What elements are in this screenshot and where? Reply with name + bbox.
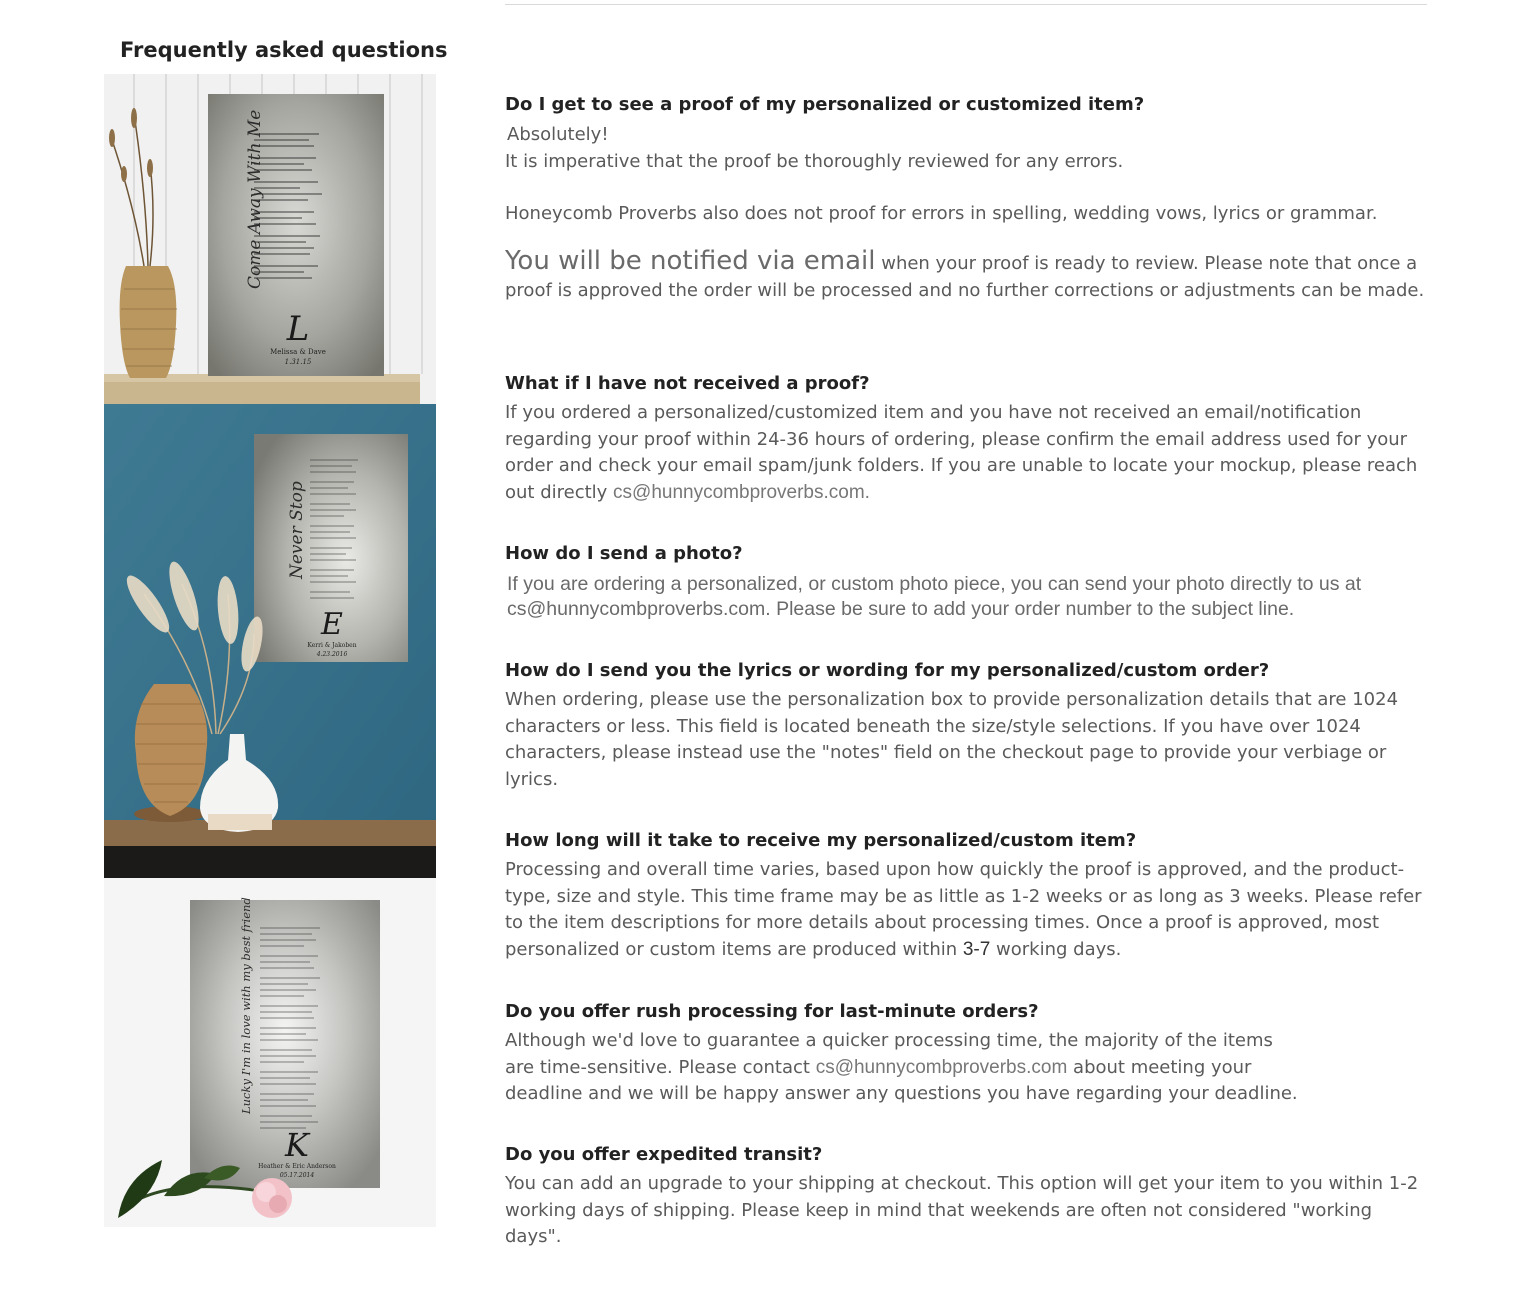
top-divider [505, 4, 1427, 5]
rush-support-email-link[interactable]: cs@hunnycombproverbs.com [815, 1056, 1068, 1078]
photo1-date: 1.31.15 [284, 358, 312, 366]
product-photo-come-away [104, 74, 436, 404]
photo2-names: Kerri & Jakoben [307, 642, 357, 649]
faq-question-not-received: What if I have not received a proof? [505, 373, 870, 394]
faq-question-expedited: Do you offer expedited transit? [505, 1144, 823, 1165]
support-email-link[interactable]: cs@hunnycombproverbs.com. [613, 482, 870, 504]
faq-answer-proof-line4: You will be notified via email when your proof is ready to review. Please note that once a proof is approved the order will be processed and no further corrections or adjustments can be made. [505, 246, 1425, 301]
photo1-script-title: Come Away With Me [245, 109, 265, 289]
photo3-names: Heather & Eric Anderson [258, 1163, 336, 1170]
photo3-script-title: Lucky I'm in love with my best friend [239, 897, 253, 1114]
faq-heading: Frequently asked questions [120, 38, 448, 62]
faq-answer-expedited: You can add an upgrade to your shipping at checkout. This option will get your item to you within 1-2 working days of shipping. Please keep in mind that weekends are often not considered "working days". [505, 1173, 1419, 1248]
faq-question-rush: Do you offer rush processing for last-minute orders? [505, 1001, 1039, 1022]
faq-answer-proof-line1: Absolutely! [507, 124, 609, 145]
photo2-date: 4.23.2016 [316, 651, 348, 658]
working-days-range: 3-7 [962, 939, 991, 961]
faq-answer-proof [505, 122, 1430, 305]
faq-answer-send-photo: If you are ordering a personalized, or custom photo piece, you can send your photo directly to us at cs@hunnycombproverbs.com. Please be sure to add your order number to the subject line. [507, 573, 1362, 620]
faq-answer-not-received: If you ordered a personalized/customized item and you have not received an email/notification regarding your proof within 24-36 hours of ordering, please confirm the email address used for your order and check your email spam/junk folders. If you are unable to locate your mockup, please reach out directly cs@hunnycombproverbs.com. [505, 402, 1418, 504]
faq-question-timing: How long will it take to receive my personalized/custom item? [505, 830, 1137, 851]
faq-answer-lyrics: When ordering, please use the personalization box to provide personalization details that are 1024 characters or less. This field is located beneath the size/style selections. If you have over 1024 characters, please instead use the "notes" field on the checkout page to provide your verbiage or lyrics. [505, 689, 1399, 791]
faq-answer-timing: Processing and overall time varies, based upon how quickly the proof is approved, and the product-type, size and style. This time frame may be as little as 1-2 weeks or as long as 3 weeks. Please refer to the item descriptions for more details about processing times. Once a proof is approved, most personalized or custom items are produced within 3-7 working days. [505, 859, 1422, 961]
photo2-monogram: E [321, 607, 343, 642]
faq-question-send-photo: How do I send a photo? [505, 543, 743, 564]
photo1-monogram: L [286, 309, 310, 349]
notified-via-email-text: You will be notified via email [505, 246, 876, 277]
faq-answer-proof-line2: It is imperative that the proof be thoroughly reviewed for any errors. [505, 150, 1124, 172]
photo3-date: 05.17.2014 [279, 1172, 315, 1179]
product-photo-never-stop [104, 404, 436, 878]
photo3-monogram: K [285, 1126, 309, 1164]
faq-question-proof: Do I get to see a proof of my personalized or customized item? [505, 94, 1145, 115]
faq-question-lyrics: How do I send you the lyrics or wording for my personalized/custom order? [505, 660, 1270, 681]
product-photo-lucky [104, 878, 436, 1227]
photo2-script-title: Never Stop [287, 481, 307, 579]
photo1-names: Melissa & Dave [270, 348, 326, 356]
product-photos [104, 74, 436, 1227]
faq-answer-rush: Although we'd love to guarantee a quicker processing time, the majority of the items are time-sensitive. Please contact cs@hunnycombproverbs.com about meeting your deadline and we will be happy answer any questions you have regarding your deadline. [505, 1030, 1298, 1105]
faq-answer-proof-line3: Honeycomb Proverbs also does not proof for errors in spelling, wedding vows, lyrics or grammar. [505, 203, 1378, 225]
